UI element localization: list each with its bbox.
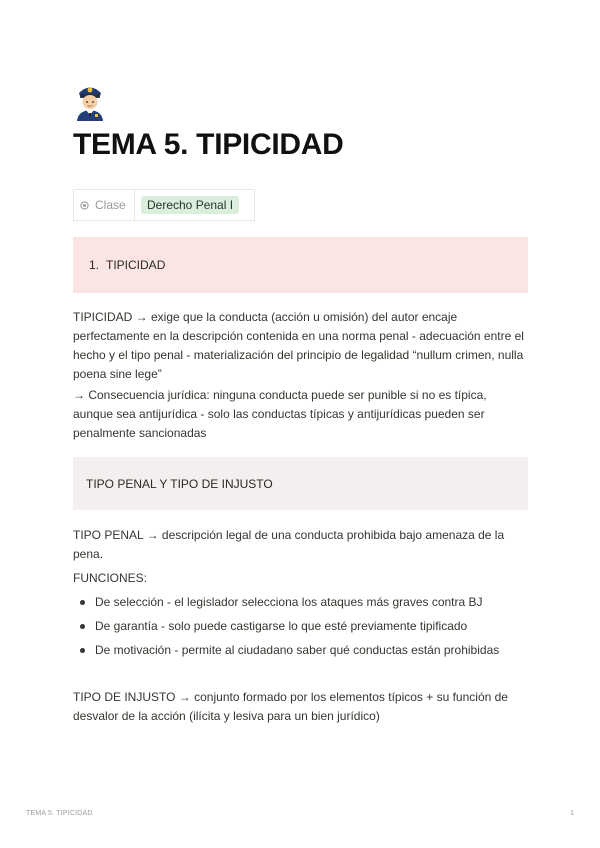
paragraph-tipo-penal: TIPO PENAL → descripción legal de una conducta prohibida bajo amenaza de la pena. [73,528,505,561]
bullet-dot-icon [80,600,85,605]
paragraph-consecuencia: → Consecuencia jurídica: ninguna conducta puede ser punible si no es típica, aunque sea antijurídica - solo las conductas típicas y antijurídicas pueden ser penalmente sancionadas [73,388,487,440]
properties-table [73,189,255,221]
property-tag[interactable]: Derecho Penal I [141,196,239,214]
callout-number: 1. [89,258,100,272]
callout-text: TIPICIDAD [106,258,166,272]
bullet-list [73,593,528,665]
page-title: TEMA 5. TIPICIDAD [73,128,344,161]
paragraph-tipicidad: TIPICIDAD → exige que la conducta (acción u omisión) del autor encaje perfectamente en la descripción contenida en una norma penal - adecuación entre el hecho y el tipo penal - materialización del principio de legalidad “nullum crimen, nulla poena sine lege” [73,310,524,381]
police-officer-emoji-icon [73,80,107,122]
list-item [73,593,528,611]
footer-page-number: 1 [570,810,574,817]
list-item-text: De garantía - solo puede castigarse lo que esté previamente tipificado [95,619,468,633]
select-property-icon [80,201,89,210]
paragraph-tipo-injusto: TIPO DE INJUSTO → conjunto formado por los elementos típicos + su función de desvalor de la acción (ilícita y lesiva para un bien jurídico) [73,690,508,723]
bullet-dot-icon [80,624,85,629]
property-key-label: Clase [95,198,126,212]
list-item-text: De motivación - permite al ciudadano saber qué conductas están prohibidas [95,643,500,657]
paragraph-funciones: FUNCIONES: [73,571,148,585]
list-item [73,641,528,659]
property-key [74,190,135,220]
footer-title: TEMA 5. TIPICIDAD [26,810,93,817]
list-item [73,617,528,635]
callout-tipicidad [73,237,528,293]
list-item-text: De selección - el legislador selecciona los ataques más graves contra BJ [95,595,483,609]
callout-text: TIPO PENAL Y TIPO DE INJUSTO [86,476,273,491]
callout-tipo-penal [73,457,528,510]
property-value[interactable] [135,190,239,220]
bullet-dot-icon [80,648,85,653]
